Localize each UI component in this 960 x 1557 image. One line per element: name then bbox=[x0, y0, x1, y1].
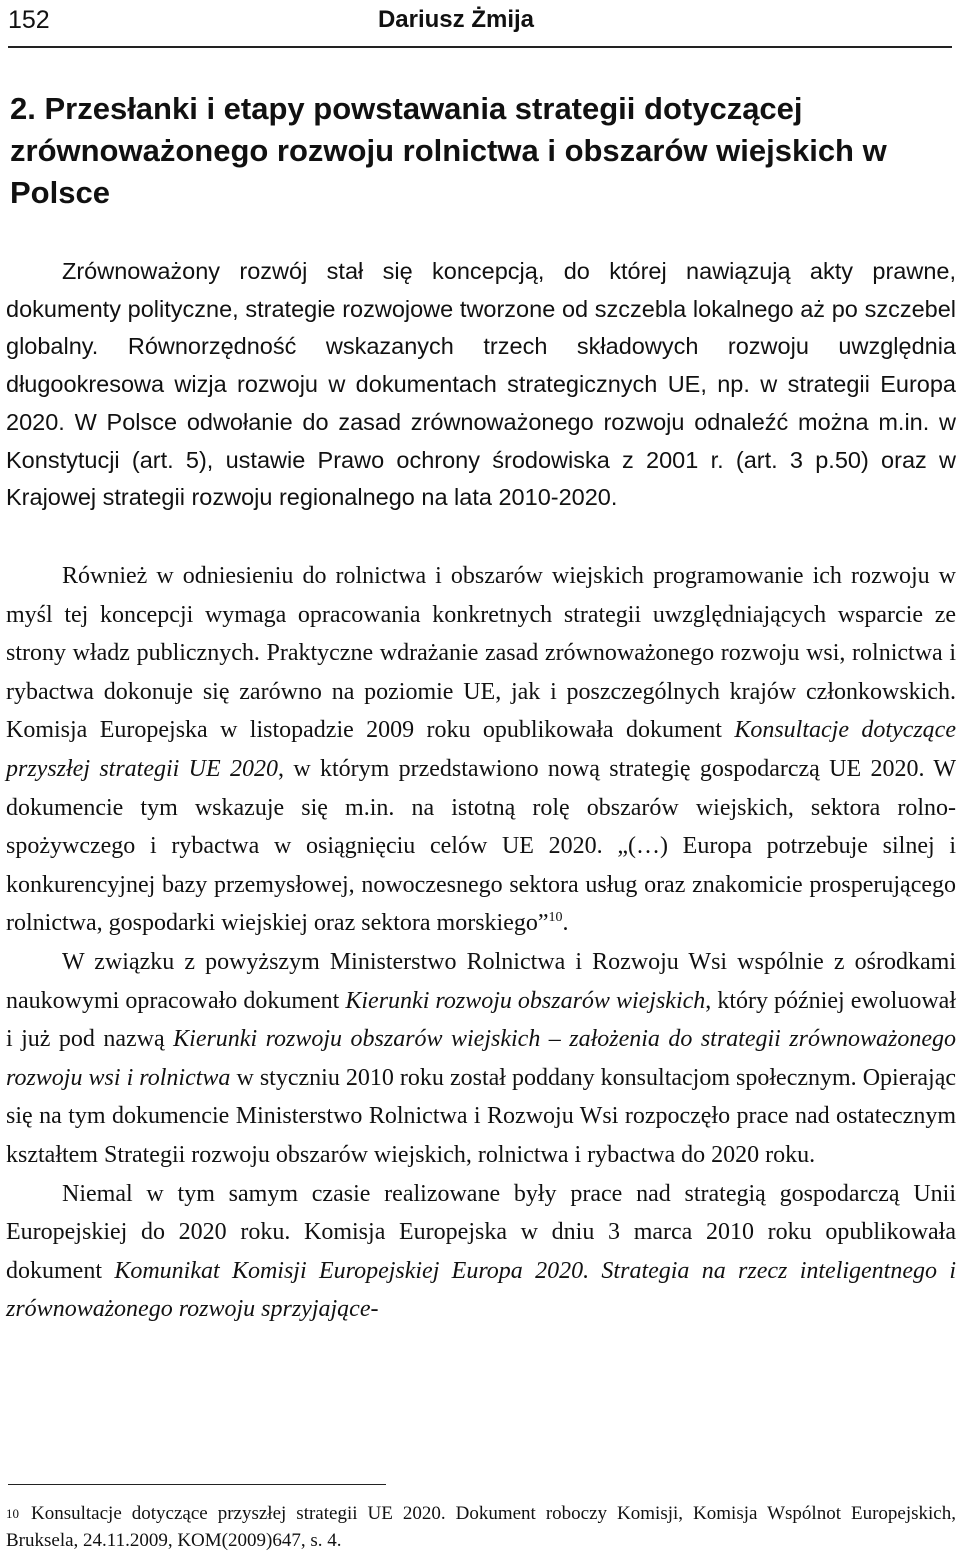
paragraph-2 bbox=[6, 557, 956, 943]
document-title-directions: Kierunki rozwoju obszarów wiejskich bbox=[345, 987, 706, 1014]
paragraph-1: Zrównoważony rozwój stał się koncepcją, do której nawiązują akty prawne, dokumenty polityczne, strategie rozwojowe tworzone od szczebla lokalnego aż po szczebel globalny. Równorzędność wskazanych trzech składowych rozwoju uwzględnia długookresowa wizja rozwoju w dokumentach strategicznych UE, np. w strategii Europa 2020. W Polsce odwołanie do zasad zrównoważonego rozwoju odnaleźć można m.in. w Konstytucji (art. 5), ustawie Prawo ochrony środowiska z 2001 r. (art. 3 p.50) oraz w Krajowej strategii rozwoju regionalnego na lata 2010-2020. bbox=[6, 258, 956, 511]
page-number: 152 bbox=[8, 6, 50, 34]
paragraph-3 bbox=[6, 943, 956, 1175]
footnote bbox=[6, 1500, 956, 1554]
running-head-author: Dariusz Żmija bbox=[377, 6, 534, 33]
document-title-communication: Komunikat Komisji Europejskiej Europa 2020. Strategia na rzecz inteligentnego i zrównoważonego rozwoju sprzyjające- bbox=[6, 1257, 956, 1323]
paragraph-3-text-b: , który później ewoluował i już pod nazwą bbox=[6, 987, 956, 1053]
footnote-text: Konsultacje dotyczące przyszłej strategii UE 2020. Dokument roboczy Komisji, Komisja Wspólnot Europejskich, Bruksela, 24.11.2009, KOM(2009)647, s. 4. bbox=[6, 1503, 956, 1551]
footnote-separator bbox=[8, 1484, 386, 1485]
paragraph-4 bbox=[6, 1175, 956, 1329]
footnote-number: 10 bbox=[6, 1506, 19, 1521]
page-header bbox=[8, 0, 952, 48]
paragraph-4-text-a: Niemal w tym samym czasie realizowane były prace nad strategią gospodarczą Unii Europejskiej do 2020 roku. Komisja Europejska w dniu 3 marca 2010 roku opublikowała dokument bbox=[6, 1180, 956, 1284]
paragraph-1-block bbox=[6, 253, 956, 517]
body-text bbox=[6, 557, 956, 1329]
document-title-consultation: Konsultacje dotyczące przyszłej strategii UE 2020 bbox=[6, 717, 956, 782]
paragraph-3-text-a: W związku z powyższym Ministerstwo Rolnictwa i Rozwoju Wsi wspólnie z ośrodkami naukowymi opracowało dokument bbox=[6, 948, 956, 1014]
footnote-reference[interactable]: 10 bbox=[548, 910, 563, 926]
paragraph-3-text-c: w styczniu 2010 roku został poddany konsultacjom społecznym. Opierając się na tym dokumencie Ministerstwo Rolnictwa i Rozwoju Wsi rozpoczęło prace nad ostatecznym kształtem Strategii rozwoju obszarów wiejskich, rolnictwa i rybactwa do 2020 roku. bbox=[6, 1064, 956, 1168]
paragraph-2-text-a: Również w odniesieniu do rolnictwa i obszarów wiejskich programowanie ich rozwoju w myśl tej koncepcji wymaga opracowania konkretnych strategii uwzględniających wsparcie ze strony władz publicznych. Praktyczne wdrażanie zasad zrównoważonego rozwoju wsi, rolnictwa i rybactwa dokonuje się zarówno na poziomie UE, jak i poszczególnych krajów członkowskich. Komisja Europejska w listopadzie 2009 roku opublikowała dokument bbox=[6, 563, 956, 744]
document-title-assumptions: Kierunki rozwoju obszarów wiejskich – założenia do strategii zrównoważonego rozwoju wsi i rolnictwa bbox=[6, 1026, 956, 1091]
section-heading: 2. Przesłanki i etapy powstawania strategii dotyczącej zrównoważonego rozwoju rolnictwa i obszarów wiejskich w Polsce bbox=[10, 91, 887, 210]
paragraph-2-text-c: . bbox=[562, 910, 569, 937]
paragraph-2-text-b: , w którym przedstawiono nową strategię gospodarczą UE 2020. W dokumencie tym wskazuje się m.in. na istotną rolę obszarów wiejskich, sektora rolno-spożywczego i rybactwa w osiągnięciu celów UE 2020. „(…) Europa potrzebuje silnej i konkurencyjnej bazy przemysłowej, nowoczesnego sektora usług oraz znakomicie prosperującego rolnictwa, gospodarki wiejskiej oraz sektora morskiego” bbox=[6, 755, 956, 937]
